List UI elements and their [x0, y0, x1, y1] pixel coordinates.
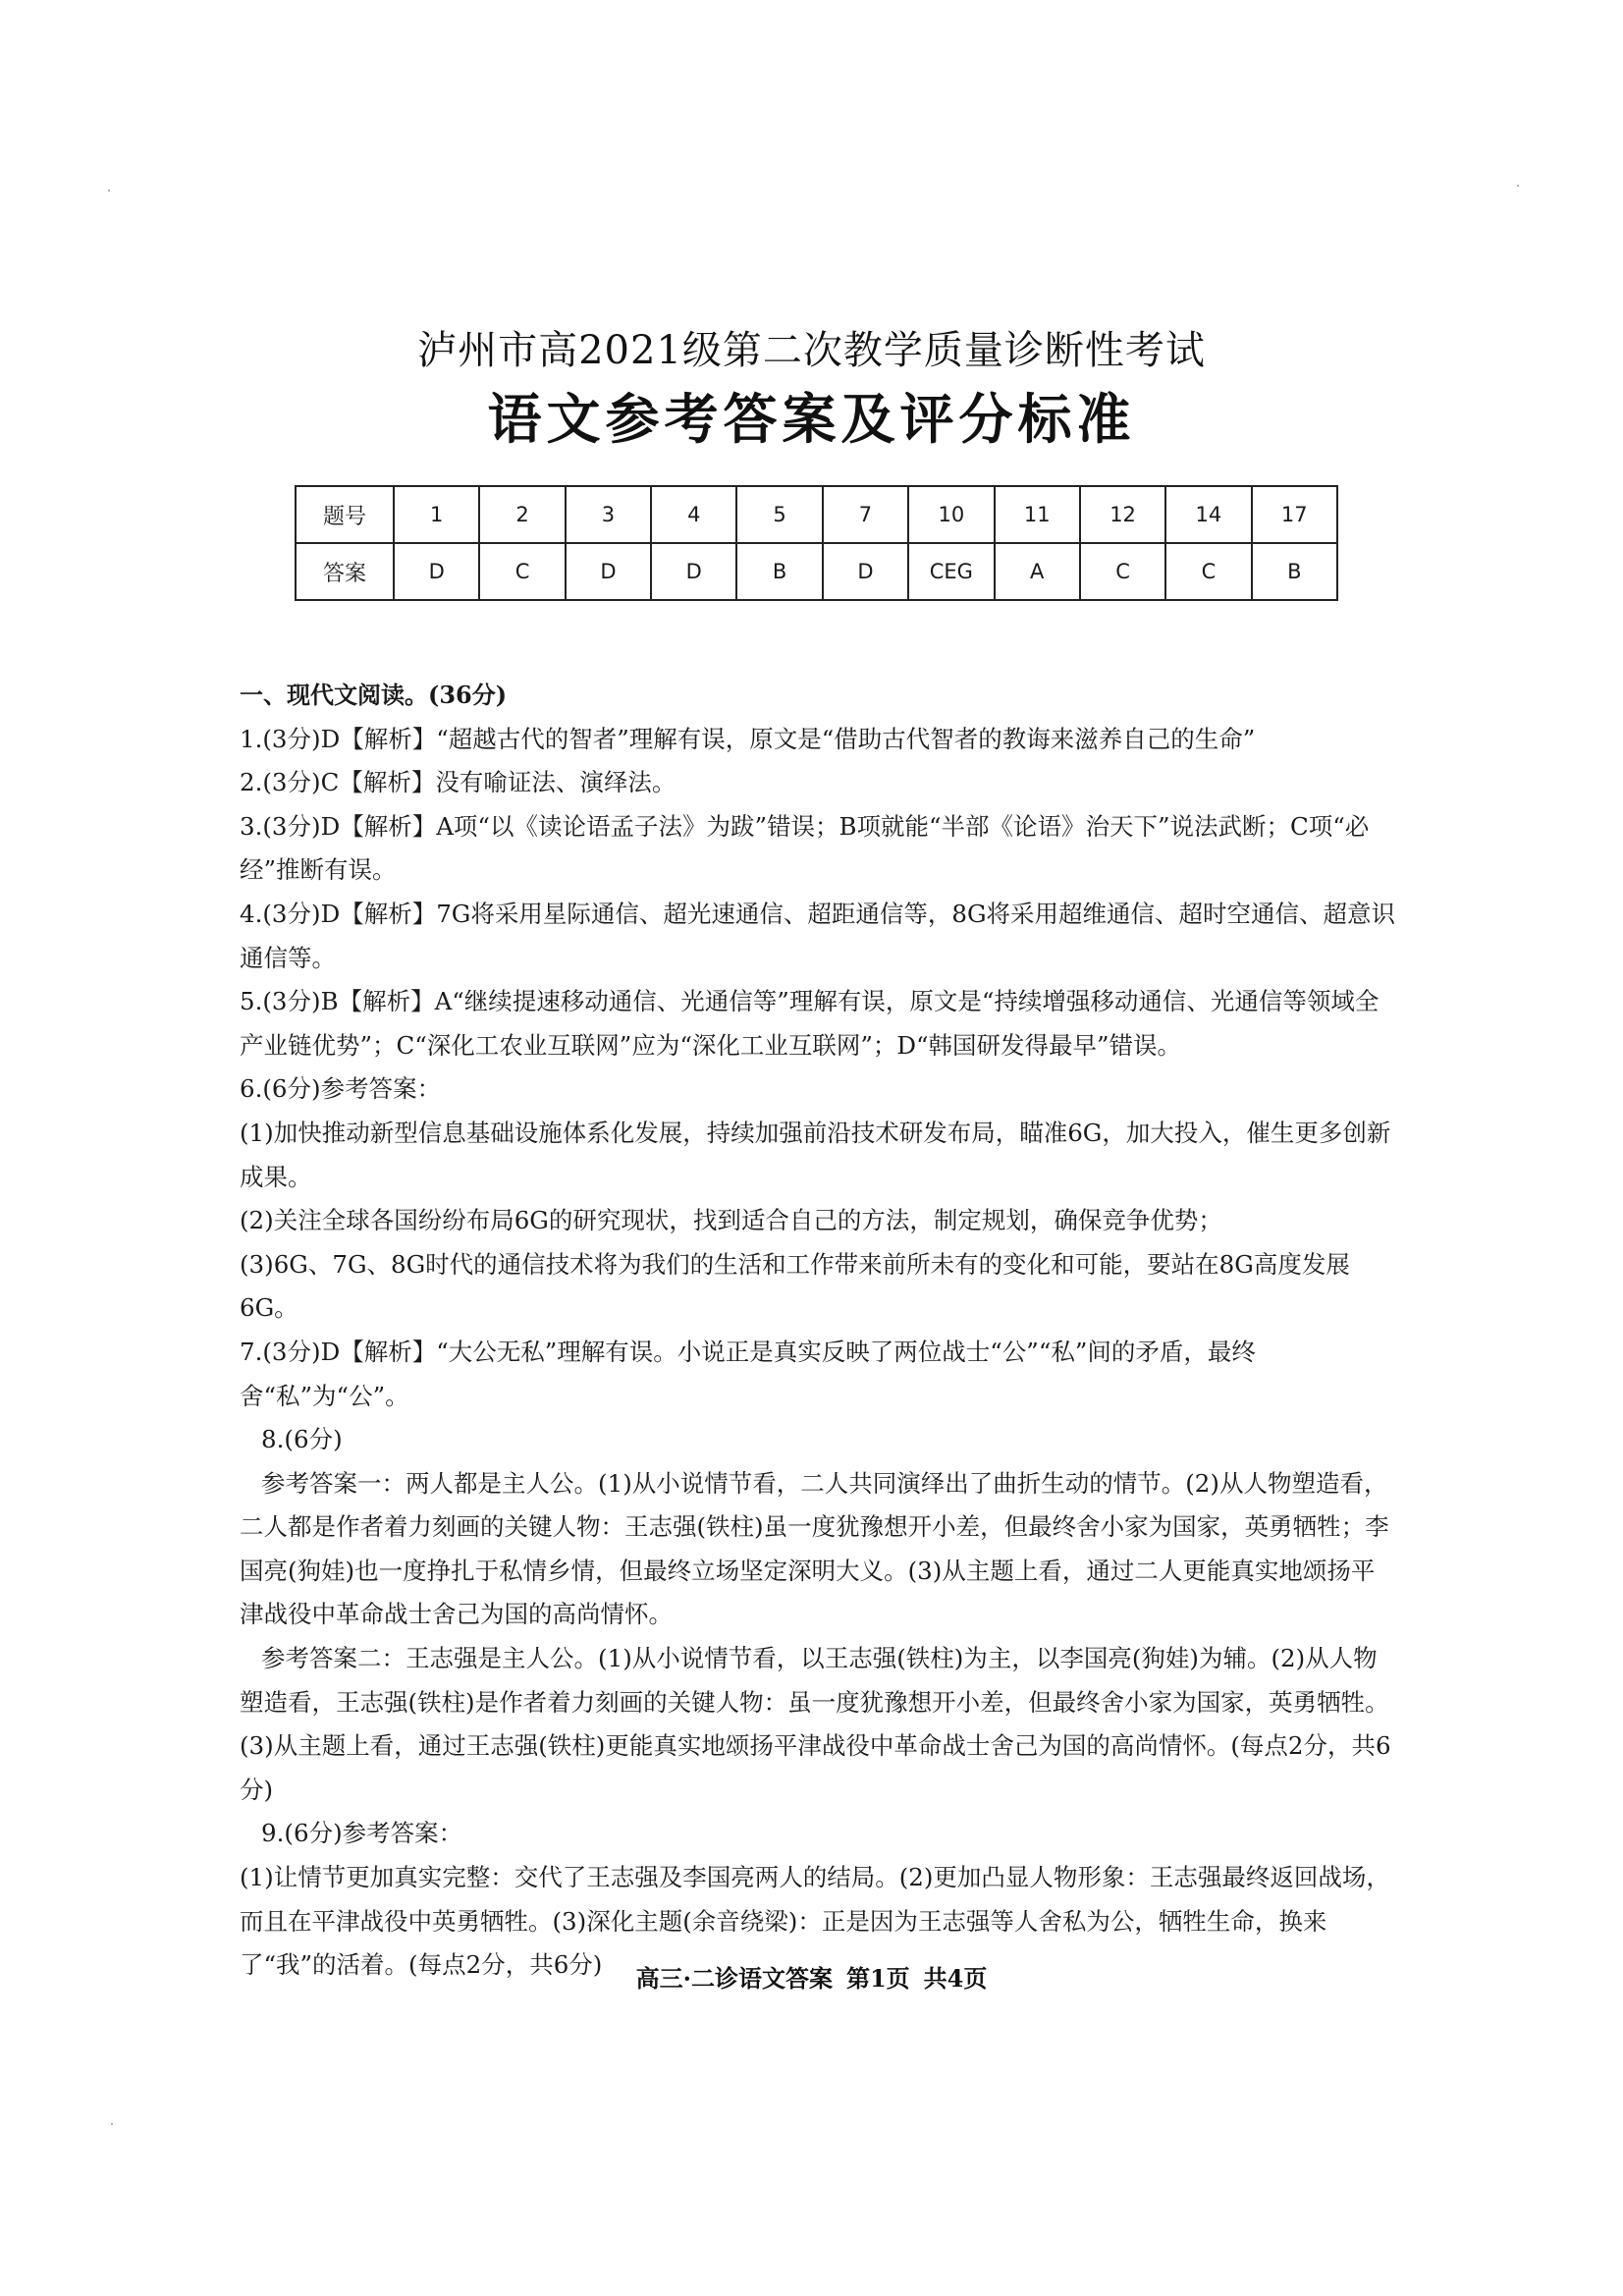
- answer-cell: C: [479, 543, 565, 600]
- question-number-cell: 3: [566, 486, 651, 543]
- answer-item-q6-heading: 6.(6分)参考答案：: [240, 1074, 442, 1104]
- answer-item-q6-point-2: (2)关注全球各国纷纷布局6G的研究现状，找到适合自己的方法，制定规划，确保竞争优势；: [240, 1206, 1222, 1235]
- scan-speck: [111, 2123, 113, 2125]
- question-number-row: [296, 486, 1337, 543]
- answer-row: [296, 543, 1337, 600]
- answer-item-q8-option-1: 参考答案一：两人都是主人公。(1)从小说情节看，二人共同演绎出了曲折生动的情节。(2)从人物塑造看，二人都是作者着力刻画的关键人物：王志强(铁柱)虽一度犹豫想开小差，但最终舍小家为国家，英勇牺牲；李国亮(狗娃)也一度挣扎于私情乡情，但最终立场坚定深明大义。(3)从主题上看，通过二人更能真实地颂扬平津战役中革命战士舍己为国的高尚情怀。: [240, 1468, 1389, 1629]
- answer-cell: C: [1080, 543, 1165, 600]
- exam-title: 泸州市高2021级第二次教学质量诊断性考试: [417, 328, 1206, 373]
- footer-page-total: 共4页: [923, 1964, 988, 1993]
- question-number-cell: 12: [1080, 486, 1165, 543]
- question-number-cell: 2: [479, 486, 565, 543]
- answer-cell: CEG: [908, 543, 994, 600]
- footer-document-name: 高三·二诊语文答案: [635, 1964, 833, 1993]
- answer-item-q6-point-1: (1)加快推动新型信息基础设施体系化发展，持续加强前沿技术研发布局，瞄准6G，加大投入，催生更多创新成果。: [240, 1118, 1391, 1191]
- answer-item-q9-heading: 9.(6分)参考答案：: [261, 1819, 463, 1848]
- answer-cell: D: [651, 543, 736, 600]
- page-footer: [0, 1959, 1623, 1994]
- answer-item-q5: 5.(3分)B【解析】A“继续提速移动通信、光通信等”理解有误，原文是“持续增强移动通信、光通信等领域全产业链优势”；C“深化工农业互联网”应为“深化工业互联网”；D“韩国研发得最早”错误。: [240, 987, 1380, 1060]
- answer-cell: D: [823, 543, 908, 600]
- section-heading: 一、现代文阅读。(36分): [240, 681, 508, 709]
- answer-cell: A: [995, 543, 1080, 600]
- answer-table: [295, 485, 1338, 601]
- answer-item-q9-points: (1)让情节更加真实完整：交代了王志强及李国亮两人的结局。(2)更加凸显人物形象：王志强最终返回战场，而且在平津战役中英勇牺牲。(3)深化主题(余音绕梁)：正是因为王志强等人舍私为公，牺牲生命，换来了“我”的活着。(每点2分，共6分): [240, 1863, 1390, 1980]
- question-number-cell: 14: [1165, 486, 1251, 543]
- scan-speck: [1517, 185, 1519, 187]
- answer-item-q4: 4.(3分)D【解析】7G将采用星际通信、超光速通信、超距通信等，8G将采用超维通信、超时空通信、超意识通信等。: [240, 899, 1396, 972]
- answer-cell: B: [736, 543, 822, 600]
- answer-item-q8-option-2: 参考答案二：王志强是主人公。(1)从小说情节看，以王志强(铁柱)为主，以李国亮(狗娃)为辅。(2)从人物塑造看，王志强(铁柱)是作者着力刻画的关键人物：虽一度犹豫想开小差，但最终舍小家为国家，英勇牺牲。(3)从主题上看，通过王志强(铁柱)更能真实地颂扬平津战役中革命战士舍己为国的高尚情怀。(每点2分，共6分): [240, 1644, 1391, 1804]
- answer-item-q8-heading: 8.(6分): [261, 1425, 343, 1454]
- row-label-question-number: 题号: [296, 486, 394, 543]
- answer-explanations: [240, 674, 1398, 1988]
- answer-item-q7: 7.(3分)D【解析】“大公无私”理解有误。小说正是真实反映了两位战士“公”“私”间的矛盾，最终舍“私”为“公”。: [240, 1337, 1256, 1410]
- question-number-cell: 17: [1252, 486, 1337, 543]
- answer-item-q3: 3.(3分)D【解析】A项“以《读论语孟子法》为跋”错误；B项就能“半部《论语》治天下”说法武断；C项“必经”推断有误。: [240, 811, 1370, 885]
- document-title: 语文参考答案及评分标准: [487, 387, 1136, 451]
- footer-page-number: 第1页: [845, 1964, 910, 1993]
- answer-item-q2: 2.(3分)C【解析】没有喻证法、演绎法。: [240, 768, 676, 797]
- answer-cell: D: [566, 543, 651, 600]
- answer-cell: D: [394, 543, 479, 600]
- answer-cell: B: [1252, 543, 1337, 600]
- question-number-cell: 11: [995, 486, 1080, 543]
- question-number-cell: 4: [651, 486, 736, 543]
- answer-item-q6-point-3: (3)6G、7G、8G时代的通信技术将为我们的生活和工作带来前所未有的变化和可能，要站在8G高度发展6G。: [240, 1249, 1350, 1323]
- question-number-cell: 10: [908, 486, 994, 543]
- scan-speck: [108, 190, 110, 191]
- row-label-answer: 答案: [296, 543, 394, 600]
- question-number-cell: 5: [736, 486, 822, 543]
- answer-cell: C: [1165, 543, 1251, 600]
- question-number-cell: 7: [823, 486, 908, 543]
- answer-item-q1: 1.(3分)D【解析】“超越古代的智者”理解有误，原文是“借助古代智者的教诲来滋养自己的生命”: [240, 724, 1256, 753]
- question-number-cell: 1: [394, 486, 479, 543]
